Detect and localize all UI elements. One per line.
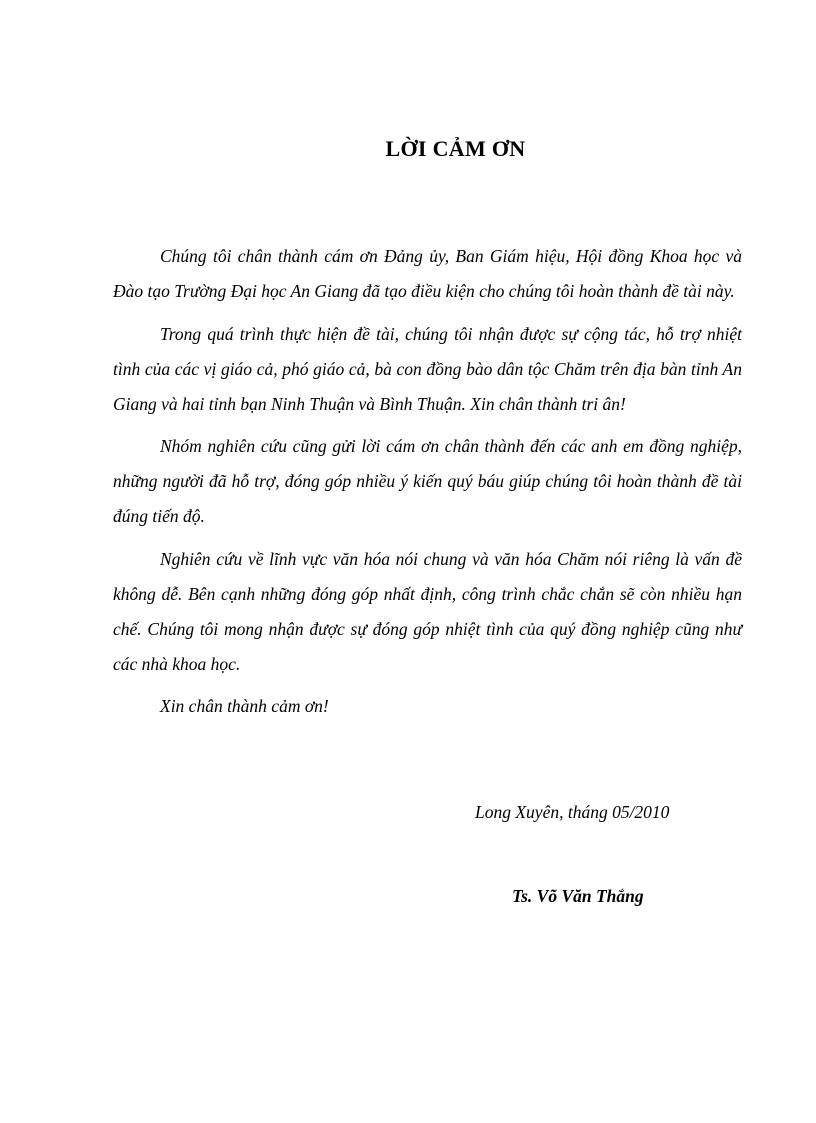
signature: Ts. Võ Văn Thắng bbox=[512, 886, 644, 906]
closing-line: Xin chân thành cảm ơn! bbox=[160, 696, 329, 716]
acknowledgement-body bbox=[113, 239, 742, 724]
paragraph-4: Nghiên cứu về lĩnh vực văn hóa nói chung và văn hóa Chăm nói riêng là vấn đề không dễ. Bên cạnh những đóng góp nhất định, công trình chắc chắn sẽ còn nhiều hạn chế. Chúng tôi mong nhận được sự đóng góp nhiệt tình của quý đồng nghiệp cũng như các nhà khoa học. bbox=[113, 548, 742, 674]
place-date: Long Xuyên, tháng 05/2010 bbox=[475, 802, 670, 822]
paragraph-2: Trong quá trình thực hiện đề tài, chúng tôi nhận được sự cộng tác, hỗ trợ nhiệt tình của các vị giáo cả, phó giáo cả, bà con đồng bào dân tộc Chăm trên địa bàn tỉnh An Giang và hai tỉnh bạn Ninh Thuận và Bình Thuận. Xin chân thành tri ân! bbox=[113, 323, 742, 414]
page-title: LỜI CẢM ƠN bbox=[385, 136, 526, 161]
paragraph-1: Chúng tôi chân thành cám ơn Đảng ủy, Ban Giám hiệu, Hội đồng Khoa học và Đào tạo Trường Đại học An Giang đã tạo điều kiện cho chúng tôi hoàn thành đề tài này. bbox=[113, 246, 742, 301]
paragraph-3: Nhóm nghiên cứu cũng gửi lời cám ơn chân thành đến các anh em đồng nghiệp, những người đã hỗ trợ, đóng góp nhiều ý kiến quý báu giúp chúng tôi hoàn thành đề tài đúng tiến độ. bbox=[113, 436, 742, 526]
